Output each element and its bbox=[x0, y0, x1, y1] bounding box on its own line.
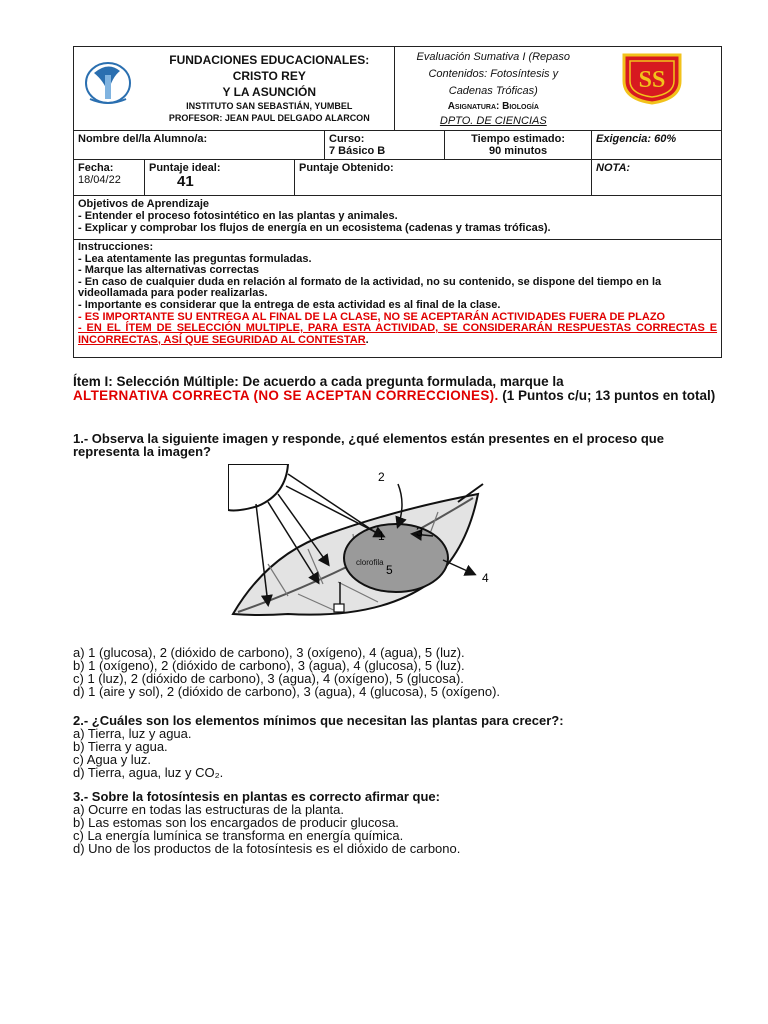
stoma bbox=[334, 604, 344, 612]
option-q3-d[interactable]: d) Uno de los productos de la fotosíntesis es el dióxido de carbono. bbox=[73, 841, 461, 856]
scoring-warning: - EN EL ÍTEM DE SELECCIÓN MULTIPLE, PARA ESTA ACTIVIDAD, SE CONSIDERARÁN RESPUESTAS CORRECTAS E INCORRECTAS, ASÍ QUE SEGURIDAD AL CONTESTAR bbox=[78, 322, 718, 346]
school-crest-icon bbox=[620, 51, 684, 105]
option-q1-a[interactable]: a) 1 (glucosa), 2 (dióxido de carbono), 3 (oxígeno), 4 (agua), 5 (luz). bbox=[73, 645, 465, 660]
evaluation-info-cell bbox=[395, 47, 592, 131]
option-q1-d[interactable]: d) 1 (aire y sol), 2 (dióxido de carbono), 3 (agua), 4 (glucosa), 5 (oxígeno). bbox=[73, 684, 501, 699]
item1-title-b: (1 Puntos c/u; 13 puntos en total) bbox=[498, 388, 716, 403]
sun-icon bbox=[228, 464, 288, 511]
student-name-label: Nombre del/la Alumno/a: bbox=[78, 133, 208, 145]
school-logo-cell bbox=[74, 47, 145, 131]
course-value: 7 Básico B bbox=[329, 145, 386, 157]
eval-title-line1: Evaluación Sumativa I (Repaso bbox=[416, 51, 571, 63]
option-q2-c[interactable]: c) Agua y luz. bbox=[73, 752, 152, 767]
option-q2-d[interactable]: d) Tierra, agua, luz y CO₂. bbox=[73, 765, 224, 780]
crest-letters: SS bbox=[638, 67, 665, 93]
exigencia-cell bbox=[592, 131, 722, 160]
grade-label: NOTA: bbox=[596, 162, 631, 174]
item1-title-a: Ítem I: Selección Múltiple: De acuerdo a cada pregunta formulada, marque la bbox=[73, 374, 564, 389]
objectives-cell bbox=[74, 196, 722, 240]
question-1-prompt: 1.- Observa la siguiente imagen y responde, ¿qué elementos están presentes en el proceso que representa la imagen? bbox=[73, 431, 664, 459]
instructions-cell bbox=[74, 240, 722, 358]
teacher-name: PROFESOR: JEAN PAUL DELGADO ALARCON bbox=[168, 113, 370, 123]
objectives-title: Objetivos de Aprendizaje bbox=[78, 198, 210, 210]
header-table bbox=[73, 46, 722, 358]
item1-title-red: ALTERNATIVA CORRECTA (NO SE ACEPTAN CORRECCIONES). bbox=[73, 388, 499, 403]
question-2-prompt: 2.- ¿Cuáles son los elementos mínimos que necesitan las plantas para crecer?: bbox=[73, 713, 564, 728]
school-name-line1: FUNDACIONES EDUCACIONALES: CRISTO REY bbox=[169, 53, 370, 83]
ideal-score-cell bbox=[145, 160, 295, 196]
date-label: Fecha: bbox=[78, 162, 114, 174]
date-value: 18/04/22 bbox=[78, 174, 121, 186]
subject-label: Asignatura: Biología bbox=[447, 101, 539, 112]
course-cell bbox=[325, 131, 445, 160]
label-3: 3 bbox=[416, 525, 423, 539]
time-label: Tiempo estimado: bbox=[471, 133, 565, 145]
time-cell bbox=[445, 131, 592, 160]
date-cell bbox=[74, 160, 145, 196]
ideal-score-label: Puntaje ideal: bbox=[149, 162, 221, 174]
option-q3-a[interactable]: a) Ocurre en todas las estructuras de la planta. bbox=[73, 802, 344, 817]
question-2 bbox=[73, 714, 723, 779]
exigencia-label: Exigencia: 60% bbox=[596, 133, 677, 145]
chloroplast-label: clorofila bbox=[356, 558, 384, 567]
instruction-item: - Importante es considerar que la entrega de esta actividad es al final de la clase. bbox=[78, 298, 501, 311]
label-1: 1 bbox=[378, 529, 385, 543]
crest-cell bbox=[592, 47, 722, 131]
obtained-score-cell[interactable] bbox=[295, 160, 592, 196]
instruction-item: - Marque las alternativas correctas bbox=[78, 264, 259, 277]
institute-name: INSTITUTO SAN SEBASTIÁN, YUMBEL bbox=[186, 101, 353, 111]
deadline-warning: - ES IMPORTANTE SU ENTREGA AL FINAL DE LA CLASE, NO SE ACEPTARÁN ACTIVIDADES FUERA DE PLAZO bbox=[78, 310, 666, 323]
option-q3-c[interactable]: c) La energía lumínica se transforma en energía química. bbox=[73, 828, 404, 843]
grade-cell[interactable] bbox=[592, 160, 722, 196]
school-info-cell bbox=[145, 47, 395, 131]
scoring-warning-block bbox=[78, 323, 717, 346]
item1-title bbox=[73, 375, 723, 403]
objective-item: - Explicar y comprobar los flujos de energía en un ecosistema (cadenas y tramas tróficas). bbox=[78, 222, 551, 234]
objective-item: - Entender el proceso fotosintético en las plantas y animales. bbox=[78, 210, 398, 222]
question-3-prompt: 3.- Sobre la fotosíntesis en plantas es correcto afirmar que: bbox=[73, 789, 440, 804]
option-q1-c[interactable]: c) 1 (luz), 2 (dióxido de carbono), 3 (agua), 4 (oxígeno), 5 (glucosa). bbox=[73, 671, 464, 686]
photosynthesis-leaf-diagram bbox=[228, 464, 508, 634]
label-4: 4 bbox=[482, 571, 489, 585]
instruction-item: - En caso de cualquier duda en relación al formato de la actividad, no su contenido, se dispone del tiempo en la videollamada para poder realizarlas. bbox=[78, 275, 662, 300]
school-logo-icon bbox=[80, 55, 140, 115]
student-name-cell[interactable] bbox=[74, 131, 325, 160]
label-2: 2 bbox=[378, 470, 385, 484]
instruction-item: - Lea atentamente las preguntas formuladas. bbox=[78, 252, 312, 265]
option-q2-a[interactable]: a) Tierra, luz y agua. bbox=[73, 726, 192, 741]
ideal-score-value: 41 bbox=[177, 173, 194, 190]
eval-title-line3: Cadenas Tróficas) bbox=[448, 85, 538, 97]
course-label: Curso: bbox=[329, 133, 365, 145]
department-label: DPTO. DE CIENCIAS bbox=[439, 115, 547, 127]
school-name-line2: Y LA ASUNCIÓN bbox=[222, 85, 317, 99]
time-value: 90 minutos bbox=[489, 145, 548, 157]
instructions-title: Instrucciones: bbox=[78, 241, 154, 253]
label-5: 5 bbox=[386, 563, 393, 577]
scoring-warning-period: . bbox=[365, 333, 369, 346]
option-q2-b[interactable]: b) Tierra y agua. bbox=[73, 739, 168, 754]
question-3 bbox=[73, 790, 723, 855]
obtained-score-label: Puntaje Obtenido: bbox=[299, 162, 394, 174]
eval-title-line2: Contenidos: Fotosíntesis y bbox=[428, 68, 559, 80]
option-q1-b[interactable]: b) 1 (oxígeno), 2 (dióxido de carbono), 3 (agua), 4 (glucosa), 5 (luz). bbox=[73, 658, 465, 673]
question-1-options bbox=[73, 646, 723, 698]
option-q3-b[interactable]: b) Las estomas son los encargados de producir glucosa. bbox=[73, 815, 399, 830]
